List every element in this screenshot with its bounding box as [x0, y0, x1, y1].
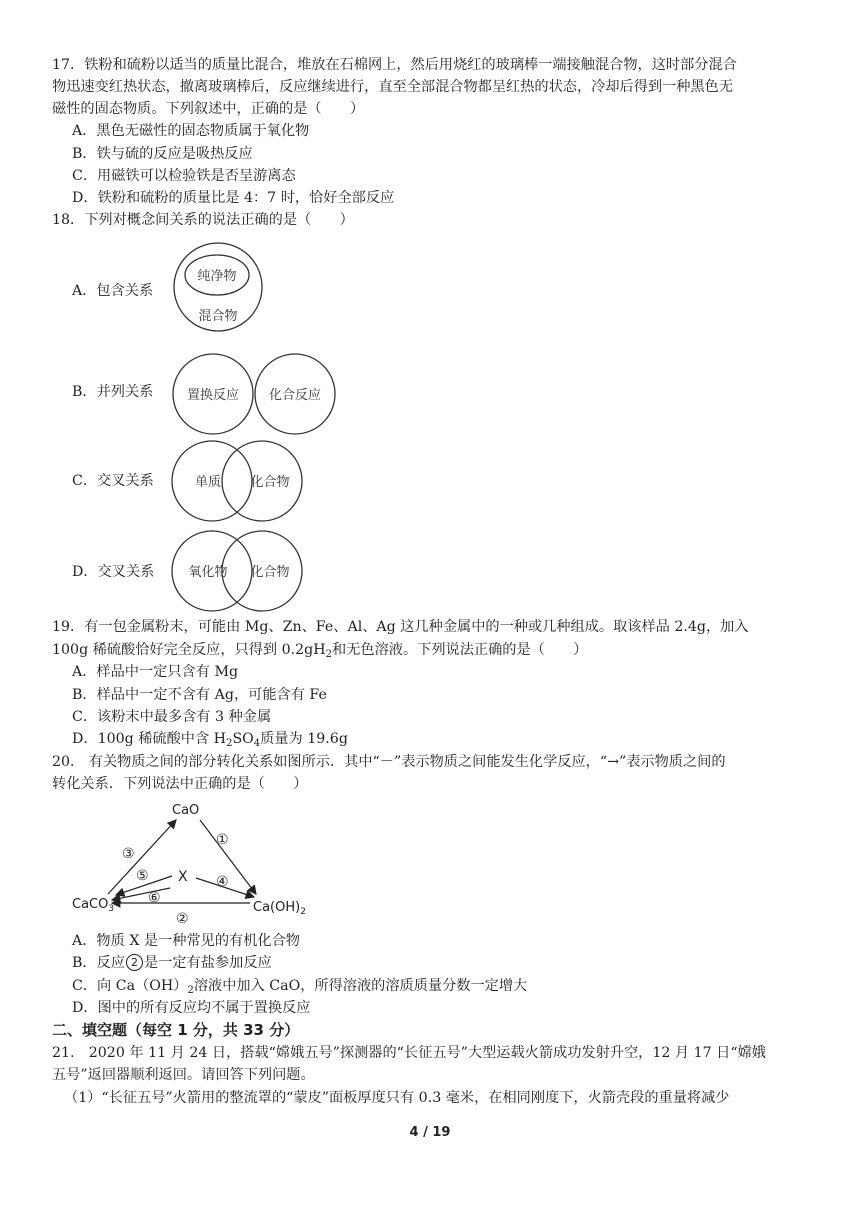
q19-option-c: C．该粉末中最多含有 3 种金属: [72, 709, 272, 725]
q20-b-circled-number: 2: [126, 954, 143, 971]
q17-line-1: 17．铁粉和硫粉以适当的质量比混合，堆放在石棉网上，然后用烧红的玻璃棒一端接触混合物，这时部分混合: [52, 57, 737, 73]
q20-option-b: [72, 953, 272, 973]
q17-line-2: 物迅速变红热状态，撤离玻璃棒后，反应继续进行，直至全部混合物都呈红热的状态，冷却后得到一种黑色无: [52, 79, 734, 95]
q18-option-a-label: A．包含关系: [72, 283, 154, 299]
cao-label: CaO: [172, 803, 200, 818]
q19-d-pre: D．100g 稀硫酸中含 H: [72, 731, 227, 747]
q19-option-a: A．样品中一定只含有 Mg: [72, 664, 239, 680]
q18-diagram-b: [170, 350, 340, 438]
q19-option-b: B．样品中一定不含有 Ag，可能含有 Fe: [72, 687, 327, 703]
q19-d-sub1: 2: [226, 738, 233, 749]
q18-d-left-text: 氧化物: [188, 565, 228, 580]
q18-option-b-label: B．并列关系: [72, 384, 154, 400]
q20-option-d: D．图中的所有反应均不属于置换反应: [72, 1000, 311, 1016]
q18-c-right-text: 化合物: [250, 475, 290, 490]
q18-b-right-text: 化合反应: [268, 388, 322, 403]
q19-option-d: [72, 729, 348, 754]
num-2: ②: [176, 911, 189, 927]
q18-diagram-a: [170, 240, 270, 335]
q20-c-pre: C．向 Ca（OH）: [72, 978, 188, 994]
q18-a-outer-text: 混合物: [198, 309, 238, 324]
x-label: X: [178, 869, 188, 885]
q19-line-2-sub: 2: [325, 649, 333, 660]
q19-line-2-post: 和无色溶液。下列说法正确的是（ ）: [332, 642, 588, 658]
q21-line-2: 五号”返回器顺利返回。请回答下列问题。: [52, 1067, 315, 1083]
q19-line-2-pre: 100g 稀硫酸恰好完全反应，只得到 0.2gH: [52, 642, 326, 658]
q20-line-2: 转化关系．下列说法中正确的是（ ）: [52, 776, 308, 792]
q20-c-sub: 2: [187, 985, 194, 996]
q18-d-right-text: 化合物: [250, 565, 290, 580]
q17-line-3: 磁性的固态物质。下列叙述中，正确的是（ ）: [52, 101, 365, 117]
q20-b-pre: B．反应: [72, 955, 125, 971]
q18-option-d-label: D．交叉关系: [72, 564, 155, 580]
q19-d-mid: SO: [232, 731, 254, 747]
q20-option-a: A．物质 X 是一种常见的有机化合物: [72, 933, 300, 949]
caoh2-label: $Ca(OH)_2$: [253, 900, 306, 917]
num-6: ⑥: [148, 890, 161, 906]
q17-option-d: D．铁粉和硫粉的质量比是 4：7 时，恰好全部反应: [72, 190, 395, 206]
q20-reaction-diagram: [60, 796, 320, 931]
q17-option-c: C．用磁铁可以检验铁是否呈游离态: [72, 168, 296, 184]
num-1: ①: [216, 832, 229, 848]
q21-line-3: （1）“长征五号”火箭用的整流罩的“蒙皮”面板厚度只有 0.3 毫米，在相同刚度下，火箭壳段的重量将减少: [64, 1090, 730, 1106]
section-heading: 二、填空题（每空 1 分，共 33 分）: [52, 1021, 300, 1039]
q18-option-c-label: C．交叉关系: [72, 473, 154, 489]
q19-d-sub2: 4: [253, 738, 261, 749]
q18-b-left-text: 置换反应: [186, 388, 240, 403]
q21-line-1: 21. 2020 年 11 月 24 日，搭载“嫦娥五号”探测器的“长征五号”大型运载火箭成功发射升空，12 月 17 日“嫦娥: [52, 1045, 766, 1061]
q19-line-1: 19．有一包金属粉末，可能由 Mg、Zn、Fe、Al、Ag 这几种金属中的一种或几种组成。取该样品 2.4g，加入: [52, 619, 749, 635]
caco3-label: CaCO$_3$: [72, 897, 115, 914]
q18-a-inner-text: 纯净物: [197, 269, 237, 284]
q20-b-post: 是一定有盐参加反应: [144, 955, 272, 971]
q18-diagram-d: [170, 528, 310, 614]
q18-c-left-text: 单质: [194, 475, 222, 490]
q17-option-b: B．铁与硫的反应是吸热反应: [72, 146, 253, 162]
q18-diagram-c: [170, 438, 310, 524]
q19-d-post: 质量为 19.6g: [260, 731, 348, 747]
num-4: ④: [216, 874, 229, 890]
num-5: ⑤: [136, 868, 149, 884]
q17-option-a: A．黑色无磁性的固态物质属于氧化物: [72, 123, 310, 139]
page-number: 4 / 19: [409, 1125, 451, 1140]
q20-c-post: 溶液中加入 CaO，所得溶液的溶质质量分数一定增大: [193, 978, 528, 994]
q18-stem: 18．下列对概念间关系的说法正确的是（ ）: [52, 212, 354, 228]
num-3: ③: [122, 846, 135, 862]
q20-line-1: 20. 有关物质之间的部分转化关系如图所示．其中“－”表示物质之间能发生化学反应，“→”表示物质之间的: [52, 754, 726, 770]
